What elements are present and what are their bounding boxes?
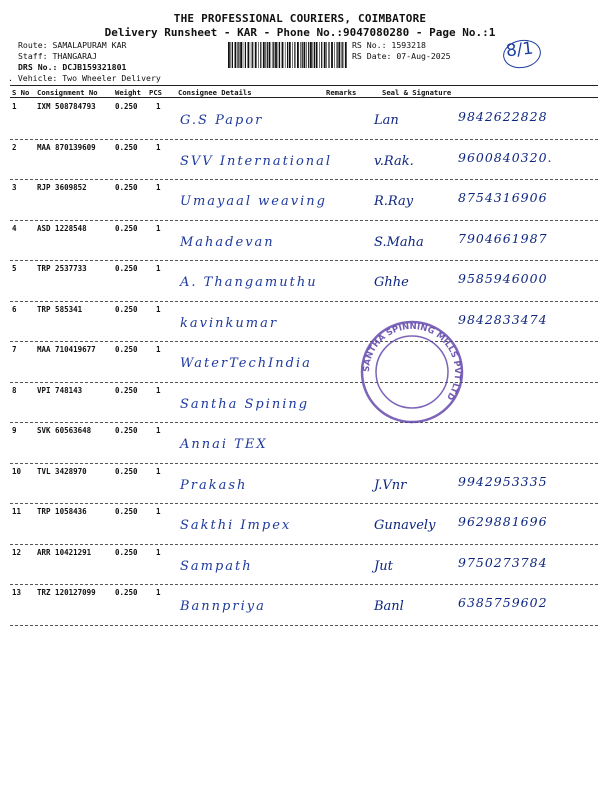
barcode-bar [326,42,327,68]
row-signature: v.Rak. [374,153,414,169]
row-signature: J.Vnr [374,477,407,493]
row-pcs: 1 [156,507,161,516]
row-signature-area [370,508,598,542]
barcode-bar [275,42,277,68]
row-weight: 0.250 [115,426,138,435]
row-consignment-no: SVK 60563648 [37,426,92,435]
barcode-bar [331,42,333,68]
table-row [10,504,598,544]
table-row [10,221,598,261]
barcode-bar [319,42,320,68]
row-signature-area [370,184,598,218]
row-phone-handwritten: 9842833474 [458,311,548,327]
barcode-bar [334,42,335,68]
barcode-bar [278,42,279,68]
drs-number: DRS No.: DCJB159321801 [18,62,127,72]
table-row [10,99,598,139]
table-row [10,585,598,625]
row-phone-handwritten: 7904661987 [458,230,548,246]
barcode-bar [294,42,295,68]
row-sno: 1 [12,102,17,111]
col-sno: S No [12,88,30,97]
row-weight: 0.250 [115,466,138,476]
row-consignment-no: TVL 3428970 [37,466,87,476]
row-signature: Jut [374,558,393,574]
row-sno: 4 [12,223,17,233]
barcode-bar [243,42,244,68]
row-sno: 6 [12,304,17,314]
row-consignee-handwritten: Prakash [180,477,248,493]
row-signature: S.Maha [374,234,424,250]
col-weight: Weight [115,88,141,97]
row-phone-handwritten: 9942953335 [458,473,548,489]
barcode-bar [313,42,314,68]
barcode-bar [289,42,291,68]
barcode-bar [252,42,253,68]
row-signature: R.Ray [374,194,414,209]
barcode-bar [328,42,329,68]
row-consignee-handwritten: kavinkumar [180,315,279,331]
company-seal-stamp [358,318,466,426]
row-consignment-no: VPI 748143 [37,385,83,395]
row-consignee-handwritten: WaterTechIndia [180,356,312,371]
row-consignee-handwritten: A. Thangamuthu [180,275,318,290]
col-consignee: Consignee Details [178,88,252,97]
col-seal: Seal & Signature [382,88,452,97]
row-weight: 0.250 [115,264,138,273]
rs-number: RS No.: 1593218 [352,40,426,50]
row-consignment-no: ASD 1228548 [37,223,87,233]
row-phone-handwritten: 6385759602 [458,595,548,610]
table-row [10,180,598,220]
row-consignee-handwritten: Santha Spining [180,396,310,412]
row-pcs: 1 [156,223,161,233]
row-consignment-no: TRZ 120127099 [37,588,96,597]
row-signature-area [370,468,598,502]
barcode-bar [279,42,280,68]
row-consignment-no: TRP 585341 [37,304,83,314]
row-pcs: 1 [156,426,161,435]
rs-date: RS Date: 07-Aug-2025 [352,51,451,61]
row-weight: 0.250 [115,588,138,597]
row-signature: Ghhe [374,275,409,290]
row-sno: 7 [12,345,17,354]
row-signature-area [370,427,598,461]
row-pcs: 1 [156,142,161,152]
barcode-bar [310,42,312,68]
barcode-bar [240,42,242,68]
row-divider [10,625,598,626]
runsheet-subtitle: Delivery Runsheet - KAR - Phone No.:9047080280 - Page No.:1 [104,26,496,39]
row-consignment-no: TRP 1058436 [37,507,87,516]
handwritten-page-mark: 8/1 [505,38,535,62]
barcode-bar [245,42,246,68]
barcode-bar [237,42,238,68]
row-sno: 5 [12,264,17,273]
row-consignee-handwritten: Bannpriya [180,599,266,614]
barcode-bar [258,42,259,68]
row-weight: 0.250 [115,142,138,152]
barcode-bar [345,42,347,68]
barcode-bar [304,42,306,68]
barcode-bar [342,42,343,68]
svg-text:SANTHA SPINNING MILLS PVT LTD: SANTHA SPINNING MILLS PVT LTD [361,321,463,402]
row-sno: 10 [12,466,22,476]
row-sno: 3 [12,183,17,192]
rs-info [352,40,451,62]
col-consignment: Consignment No [37,88,98,97]
row-consignment-no: TRP 2537733 [37,264,87,273]
barcode-bar [228,42,230,68]
row-weight: 0.250 [115,304,138,314]
company-title: THE PROFESSIONAL COURIERS, COIMBATORE [173,12,427,25]
row-sno: 11 [12,507,22,516]
row-signature: Banl [374,599,404,614]
row-pcs: 1 [156,588,161,597]
barcode-bar [316,42,318,68]
table-row [10,383,598,423]
barcode-bar [324,42,326,68]
row-consignment-no: ARR 10421291 [37,547,92,557]
vehicle-label: . Vehicle: Two Wheeler Delivery [8,73,161,83]
barcode-bar [282,42,284,68]
barcode-bar [251,42,252,68]
barcode-bar [285,42,286,68]
row-weight: 0.250 [115,223,138,233]
row-consignee-handwritten: Sakthi Impex [180,518,292,533]
row-weight: 0.250 [115,345,138,354]
row-signature-area [370,265,598,299]
barcode-bar [300,42,301,68]
row-signature: Lan [374,113,399,128]
row-phone-handwritten: 9750273784 [458,554,548,570]
row-weight: 0.250 [115,547,138,557]
row-consignee-handwritten: Mahadevan [180,234,275,250]
row-consignee-handwritten: G.S Papor [180,113,264,128]
barcode-bar [235,42,237,68]
barcode-bar [314,42,315,68]
barcode-bar [321,42,322,68]
barcode-bar [260,42,261,68]
row-sno: 9 [12,426,17,435]
barcode-bar [306,42,307,68]
table-row [10,342,598,382]
row-consignment-no: MAA 710419677 [37,345,96,354]
barcode-bar [231,42,232,68]
table-row [10,302,598,342]
row-signature-area [370,225,598,259]
row-weight: 0.250 [115,385,138,395]
row-phone-handwritten: 8754316906 [458,190,548,205]
row-pcs: 1 [156,345,161,354]
row-consignee-handwritten: Umayaal weaving [180,194,327,209]
header-rule-bottom [10,97,598,98]
row-phone-handwritten: 9842622828 [458,109,548,124]
table-row [10,423,598,463]
header-rule-top [10,85,598,86]
row-sno: 12 [12,547,22,557]
row-pcs: 1 [156,183,161,192]
barcode-bar [292,42,293,68]
barcode-bar [338,42,340,68]
barcode-bar [308,42,309,68]
barcode-bar [273,42,274,68]
barcode-bar [337,42,338,68]
staff-label: Staff: THANGARAJ [18,51,97,61]
barcode-bar [267,42,268,68]
row-signature-area [370,103,598,137]
route-label: Route: SAMALAPURAM KAR [18,40,127,50]
row-pcs: 1 [156,264,161,273]
table-row [10,464,598,504]
barcode-bar [265,42,266,68]
barcode-bar [248,42,250,68]
barcode-bar [287,42,288,68]
row-consignment-no: MAA 870139609 [37,142,96,152]
row-signature-area [370,589,598,623]
barcode-bar [232,42,233,68]
table-row [10,261,598,301]
barcode-bar [269,42,271,68]
row-consignment-no: RJP 3609852 [37,183,87,192]
row-signature-area [370,144,598,178]
row-pcs: 1 [156,547,161,557]
row-pcs: 1 [156,102,161,111]
row-weight: 0.250 [115,102,138,111]
row-consignment-no: IXM 508784793 [37,102,96,111]
barcode-bar [297,42,299,68]
barcode-bar [238,42,239,68]
row-consignee-handwritten: SVV International [180,153,333,169]
row-weight: 0.250 [115,507,138,516]
row-weight: 0.250 [115,183,138,192]
barcode-bar [263,42,265,68]
row-sno: 13 [12,588,22,597]
table-row [10,545,598,585]
row-phone-handwritten: 9600840320. [458,149,553,165]
row-signature-area [370,549,598,583]
row-pcs: 1 [156,466,161,476]
row-sno: 2 [12,142,17,152]
barcode-bar [341,42,342,68]
row-consignee-handwritten: Sampath [180,558,253,574]
row-pcs: 1 [156,304,161,314]
row-signature: Gunavely [374,518,436,533]
row-phone-handwritten: 9629881696 [458,514,548,529]
barcode-bar [255,42,257,68]
col-pcs: PCS [149,88,162,97]
barcode-bar [302,42,303,68]
row-consignee-handwritten: Annai TEX [180,437,268,452]
table-row [10,140,598,180]
barcode-image [228,42,348,68]
row-phone-handwritten: 9585946000 [458,271,548,286]
row-pcs: 1 [156,385,161,395]
row-sno: 8 [12,385,17,395]
barcode-bar [272,42,273,68]
col-remarks: Remarks [326,88,357,97]
